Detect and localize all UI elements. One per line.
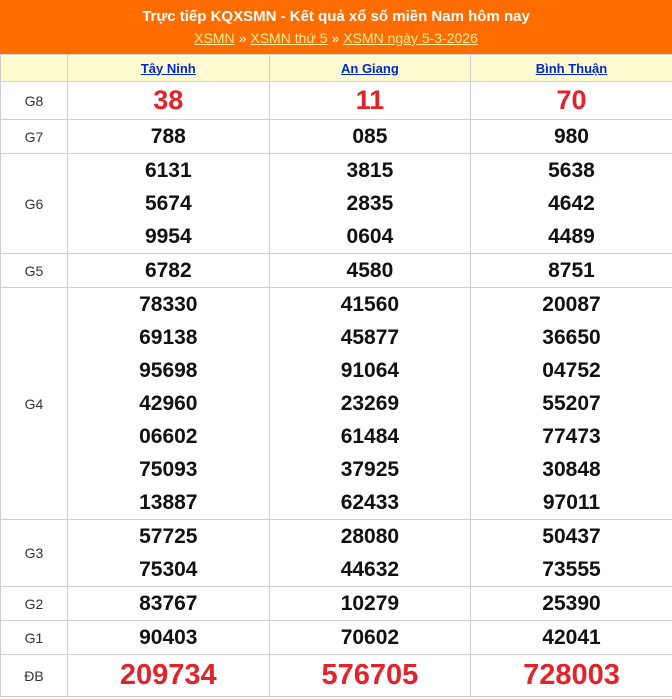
breadcrumb-separator: » bbox=[238, 30, 247, 46]
prize-number: 42960 bbox=[139, 392, 198, 415]
prize-number: 45877 bbox=[340, 326, 400, 349]
prize-label: G2 bbox=[1, 587, 68, 621]
prize-number: 73555 bbox=[542, 558, 601, 581]
prize-cell bbox=[68, 154, 270, 254]
prize-cell bbox=[471, 254, 672, 288]
prize-cell bbox=[269, 587, 471, 621]
prize-number: 576705 bbox=[321, 659, 419, 691]
results-table bbox=[0, 54, 672, 697]
prize-cell bbox=[471, 82, 672, 120]
prize-number: 41560 bbox=[340, 293, 400, 316]
prize-number: 30848 bbox=[542, 458, 601, 481]
province-link-tay-ninh[interactable]: Tây Ninh bbox=[140, 60, 196, 76]
prize-number: 75304 bbox=[139, 558, 198, 581]
prize-number: 8751 bbox=[548, 259, 595, 282]
prize-number: 3815 bbox=[346, 159, 394, 182]
prize-number: 0604 bbox=[346, 225, 394, 248]
prize-number: 70 bbox=[556, 85, 587, 115]
prize-cell bbox=[471, 520, 672, 587]
prize-number: 91064 bbox=[340, 359, 400, 382]
prize-number: 04752 bbox=[542, 359, 601, 382]
prize-label: G5 bbox=[1, 254, 68, 288]
prize-number: 4580 bbox=[346, 259, 394, 282]
prize-number: 788 bbox=[150, 125, 186, 148]
prize-number: 23269 bbox=[340, 392, 400, 415]
prize-number: 36650 bbox=[542, 326, 601, 349]
prize-cell bbox=[471, 288, 672, 520]
prize-cell bbox=[269, 154, 471, 254]
prize-number: 61484 bbox=[340, 425, 400, 448]
prize-cell bbox=[269, 120, 471, 154]
prize-label: G6 bbox=[1, 154, 68, 254]
prize-number: 69138 bbox=[139, 326, 198, 349]
province-link-binh-thuan[interactable]: Bình Thuận bbox=[535, 60, 608, 76]
prize-number: 75093 bbox=[139, 458, 198, 481]
prize-label: G1 bbox=[1, 621, 68, 655]
prize-number: 9954 bbox=[144, 225, 192, 248]
prize-number: 2835 bbox=[346, 192, 394, 215]
prize-number: 44632 bbox=[340, 558, 400, 581]
breadcrumb-xsmn-thu5[interactable]: XSMN thứ 5 bbox=[250, 30, 328, 46]
prize-number: 6782 bbox=[144, 259, 192, 282]
prize-row-g3 bbox=[1, 520, 672, 587]
prize-cell bbox=[471, 120, 672, 154]
prize-number: 4489 bbox=[548, 225, 595, 248]
prize-number: 38 bbox=[153, 85, 184, 115]
prize-number: 70602 bbox=[340, 626, 400, 649]
prize-cell bbox=[68, 82, 270, 120]
prize-cell bbox=[269, 520, 471, 587]
prize-number: 5674 bbox=[144, 192, 192, 215]
prize-label: G4 bbox=[1, 288, 68, 520]
page-title: Trực tiếp KQXSMN - Kết quả xổ số miền Nam hôm nay bbox=[142, 8, 530, 25]
prize-number: 25390 bbox=[542, 592, 601, 615]
prize-cell bbox=[269, 288, 471, 520]
prize-cell bbox=[269, 254, 471, 288]
prize-row-g5 bbox=[1, 254, 672, 288]
prize-number: 62433 bbox=[340, 491, 400, 514]
prize-number: 28080 bbox=[340, 525, 400, 548]
column-header bbox=[269, 55, 471, 82]
prize-cell bbox=[68, 254, 270, 288]
prize-number: 4642 bbox=[548, 192, 595, 215]
prize-number: 55207 bbox=[542, 392, 601, 415]
column-header bbox=[68, 55, 270, 82]
prize-cell bbox=[269, 82, 471, 120]
breadcrumb bbox=[0, 29, 672, 47]
prize-number: 5638 bbox=[548, 159, 595, 182]
breadcrumb-xsmn-date[interactable]: XSMN ngày 5-3-2026 bbox=[343, 30, 478, 46]
prize-number: 42041 bbox=[542, 626, 601, 649]
prize-cell bbox=[471, 655, 672, 697]
prize-label: G7 bbox=[1, 120, 68, 154]
prize-cell bbox=[68, 520, 270, 587]
corner-cell bbox=[1, 55, 68, 82]
prize-number: 78330 bbox=[139, 293, 198, 316]
prize-cell bbox=[471, 154, 672, 254]
prize-label: G8 bbox=[1, 82, 68, 120]
prize-cell bbox=[68, 587, 270, 621]
page-header bbox=[0, 0, 672, 54]
prize-number: 10279 bbox=[340, 592, 400, 615]
prize-cell bbox=[471, 621, 672, 655]
prize-number: 83767 bbox=[139, 592, 198, 615]
prize-cell bbox=[68, 120, 270, 154]
prize-number: 6131 bbox=[144, 159, 192, 182]
prize-row-g6 bbox=[1, 154, 672, 254]
prize-cell bbox=[68, 655, 270, 697]
prize-number: 95698 bbox=[139, 359, 198, 382]
breadcrumb-separator: » bbox=[331, 30, 340, 46]
prize-number: 97011 bbox=[542, 491, 601, 514]
table-header-row bbox=[1, 55, 672, 82]
prize-row-g1 bbox=[1, 621, 672, 655]
prize-cell bbox=[68, 621, 270, 655]
breadcrumb-xsmn[interactable]: XSMN bbox=[194, 30, 235, 46]
prize-row-g8 bbox=[1, 82, 672, 120]
prize-number: 980 bbox=[553, 125, 589, 148]
prize-number: 085 bbox=[352, 125, 388, 148]
prize-row-g4 bbox=[1, 288, 672, 520]
prize-number: 13887 bbox=[139, 491, 198, 514]
prize-number: 06602 bbox=[139, 425, 198, 448]
prize-number: 50437 bbox=[542, 525, 601, 548]
column-header bbox=[471, 55, 672, 82]
province-link-an-giang[interactable]: An Giang bbox=[341, 60, 399, 76]
prize-row-g2 bbox=[1, 587, 672, 621]
prize-number: 90403 bbox=[139, 626, 198, 649]
prize-row-đb bbox=[1, 655, 672, 697]
prize-number: 209734 bbox=[119, 659, 217, 691]
prize-cell bbox=[269, 655, 471, 697]
prize-number: 20087 bbox=[542, 293, 601, 316]
prize-label: G3 bbox=[1, 520, 68, 587]
prize-number: 57725 bbox=[139, 525, 198, 548]
prize-cell bbox=[471, 587, 672, 621]
prize-cell bbox=[68, 288, 270, 520]
prize-cell bbox=[269, 621, 471, 655]
prize-number: 728003 bbox=[523, 659, 620, 691]
prize-row-g7 bbox=[1, 120, 672, 154]
prize-label: ĐB bbox=[1, 655, 68, 697]
prize-number: 77473 bbox=[542, 425, 601, 448]
prize-number: 11 bbox=[355, 85, 385, 115]
prize-number: 37925 bbox=[340, 458, 400, 481]
